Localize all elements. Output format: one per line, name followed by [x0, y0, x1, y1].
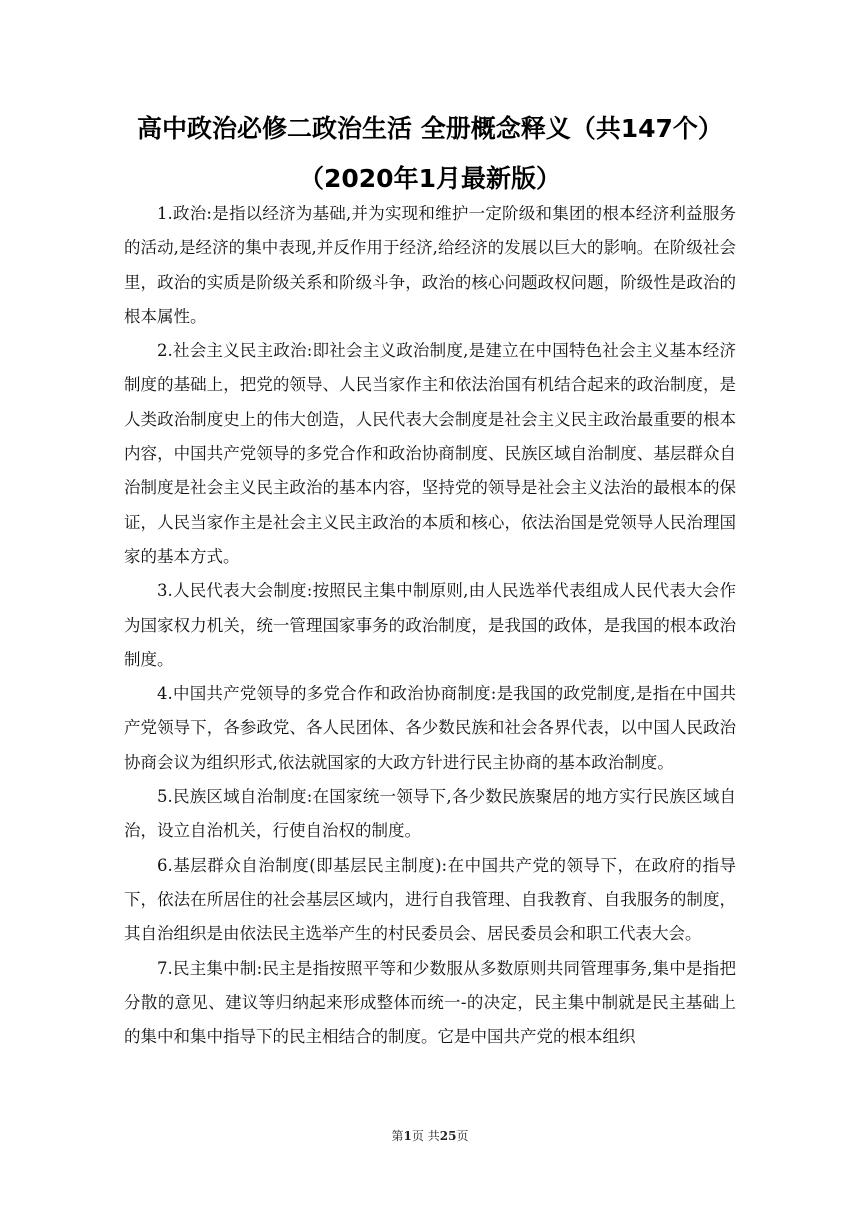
- page-footer: [0, 1128, 860, 1144]
- paragraph-democratic-centralism: 7.民主集中制:民主是指按照平等和少数服从多数原则共同管理事务,集中是指把分散的意见、建议等归纳起来形成整体而统一-的决定，民主集中制就是民主基础上的集中和集中指导下的民主相结合的制度。它是中国共产党的根本组织: [124, 958, 736, 1047]
- document-title: [100, 104, 760, 204]
- footer-total-pages: 25: [439, 1129, 457, 1143]
- title-line-main: 高中政治必修二政治生活 全册概念释义（共147个）: [137, 114, 723, 143]
- paragraph-peoples-congress: 3.人民代表大会制度:按照民主集中制原则,由人民选举代表组成人民代表大会作为国家权力机关，统一管理国家事务的政治制度，是我国的政体，是我国的根本政治制度。: [124, 581, 736, 669]
- paragraph-grassroots-autonomy: 6.基层群众自治制度(即基层民主制度):在中国共产党的领导下，在政府的指导下，依法在所居住的社会基层区域内，进行自我管理、自我教育、自我服务的制度，其自治组织是由依法民主选举产生的村民委员会、居民委员会和职工代表大会。: [124, 855, 736, 944]
- footer-suffix: 页: [456, 1129, 469, 1143]
- document-body: [124, 197, 736, 1054]
- paragraph-regional-autonomy: 5.民族区域自治制度:在国家统一领导下,各少数民族聚居的地方实行民族区域自治，设立自治机关，行使自治权的制度。: [124, 787, 736, 841]
- footer-page-number: 1: [403, 1129, 412, 1143]
- footer-prefix: 第: [391, 1129, 404, 1143]
- paragraph-politics: 1.政治:是指以经济为基础,并为实现和维护一定阶级和集团的根本经济利益服务的活动,是经济的集中表现,并反作用于经济,给经济的发展以巨大的影响。在阶级社会里，政治的实质是阶级关系和阶级斗争，政治的核心问题政权问题，阶级性是政治的根本属性。: [124, 204, 736, 326]
- paragraph-socialist-democracy: 2.社会主义民主政治:即社会主义政治制度,是建立在中国特色社会主义基本经济制度的基础上，把党的领导、人民当家作主和依法治国有机结合起来的政治制度，是人类政治制度史上的伟大创造，人民代表大会制度是社会主义民主政治最重要的根本内容，中国共产党领导的多党合作和政治协商制度、民族区域自治制度、基层群众自治制度是社会主义民主政治的基本内容，坚持党的领导是社会主义法治的最根本的保证，人民当家作主是社会主义民主政治的本质和核心，依法治国是党领导人民治理国家的基本方式。: [124, 341, 736, 566]
- paragraph-multiparty-cooperation: 4.中国共产党领导的多党合作和政治协商制度:是我国的政党制度,是指在中国共产党领导下，各参政党、各人民团体、各少数民族和社会各界代表，以中国人民政治协商会议为组织形式,依法就国家的大政方针进行民主协商的基本政治制度。: [124, 684, 736, 772]
- footer-middle: 页 共: [411, 1129, 440, 1143]
- title-line-edition: （2020年1月最新版）: [299, 164, 561, 193]
